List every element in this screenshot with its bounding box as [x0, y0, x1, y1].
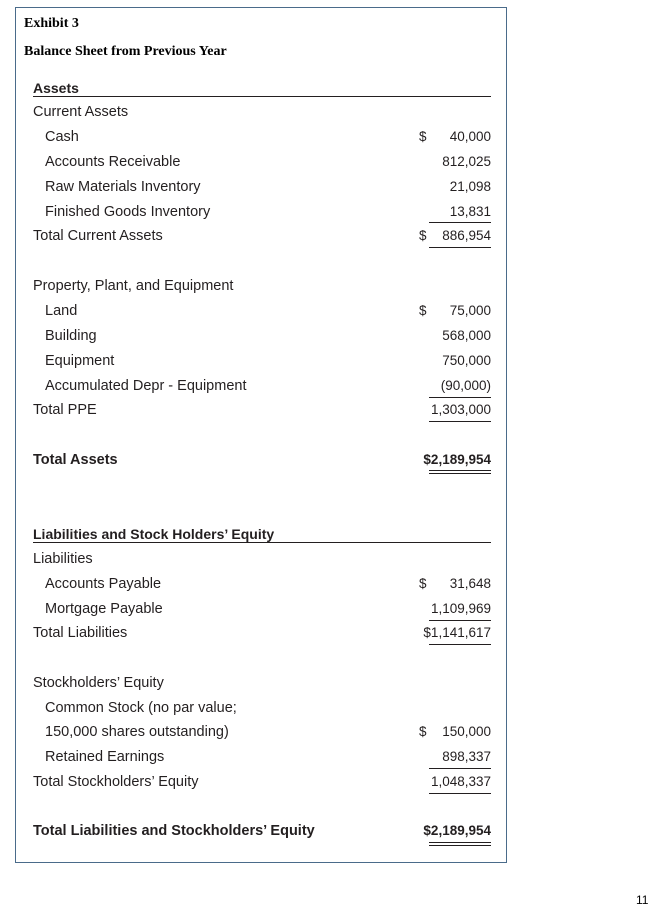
- total-equity-label: Total Stockholders’ Equity: [33, 774, 199, 790]
- ppe-heading: Property, Plant, and Equipment: [33, 278, 234, 294]
- mortgage-payable-label: Mortgage Payable: [45, 601, 163, 617]
- total-liabilities-equity-label: Total Liabilities and Stockholders’ Equity: [33, 823, 315, 839]
- cash-amount: 40,000: [449, 129, 491, 144]
- total-current-assets-currency: $: [419, 228, 427, 243]
- total-assets-row: [33, 450, 491, 470]
- total-liab-equity-double-underline-2: [429, 845, 491, 846]
- accounts-payable-label: Accounts Payable: [45, 576, 162, 592]
- cash-currency: $: [419, 129, 427, 144]
- accounts-payable-amount-cell: [419, 576, 491, 591]
- finished-goods-label: Finished Goods Inventory: [45, 204, 211, 220]
- total-liab-equity-double-underline-1: [429, 842, 491, 843]
- accumulated-depr-row: [33, 376, 491, 396]
- total-assets-label: Total Assets: [33, 452, 118, 468]
- finished-goods-amount: 13,831: [449, 204, 491, 219]
- ppe-underline: [429, 397, 491, 398]
- equipment-label: Equipment: [45, 353, 115, 369]
- current-assets-heading: Current Assets: [33, 104, 129, 120]
- total-ppe-amount: 1,303,000: [430, 402, 491, 417]
- total-ppe-underline: [429, 421, 491, 422]
- total-assets-double-underline-1: [429, 470, 491, 471]
- total-liabilities-row: [33, 623, 491, 643]
- liabilities-underline: [429, 620, 491, 621]
- liabilities-subheading: Liabilities: [33, 551, 93, 567]
- land-amount: 75,000: [449, 303, 491, 318]
- total-liabilities-label: Total Liabilities: [33, 625, 128, 641]
- accounts-receivable-row: [33, 152, 491, 172]
- retained-earnings-label: Retained Earnings: [45, 749, 165, 765]
- total-liabilities-amount: $1,141,617: [423, 625, 491, 640]
- finished-goods-row: [33, 202, 491, 222]
- balance-sheet-subtitle: Balance Sheet from Previous Year: [24, 44, 227, 59]
- land-label: Land: [45, 303, 78, 319]
- accounts-receivable-amount: 812,025: [442, 154, 491, 169]
- accounts-payable-row: [33, 574, 491, 594]
- cash-label: Cash: [45, 129, 79, 145]
- total-liabilities-underline: [429, 644, 491, 645]
- accounts-payable-amount: 31,648: [449, 576, 491, 591]
- equity-heading-row: [33, 673, 491, 693]
- retained-earnings-row: [33, 747, 491, 767]
- total-ppe-label: Total PPE: [33, 402, 97, 418]
- raw-materials-label: Raw Materials Inventory: [45, 179, 201, 195]
- land-row: [33, 301, 491, 321]
- equipment-amount: 750,000: [442, 353, 491, 368]
- accounts-payable-currency: $: [419, 576, 427, 591]
- common-stock-label: Common Stock (no par value;: [45, 700, 237, 716]
- building-amount: 568,000: [442, 328, 491, 343]
- assets-heading: Assets: [33, 80, 79, 96]
- current-assets-heading-row: [33, 102, 491, 122]
- liabilities-heading-rule: [33, 542, 491, 543]
- page-number: 11: [636, 893, 649, 907]
- shares-outstanding-label: 150,000 shares outstanding): [45, 724, 229, 740]
- ppe-heading-row: [33, 276, 491, 296]
- accumulated-depr-amount: (90,000): [440, 378, 491, 393]
- building-label: Building: [45, 328, 97, 344]
- cash-row: [33, 127, 491, 147]
- accumulated-depr-label: Accumulated Depr - Equipment: [45, 378, 247, 394]
- mortgage-payable-row: [33, 599, 491, 619]
- accounts-receivable-label: Accounts Receivable: [45, 154, 181, 170]
- total-current-assets-amount-cell: [419, 228, 491, 243]
- building-row: [33, 326, 491, 346]
- retained-earnings-amount: 898,337: [442, 749, 491, 764]
- equity-heading: Stockholders’ Equity: [33, 675, 164, 691]
- common-stock-amount-cell: [419, 724, 491, 739]
- land-amount-cell: [419, 303, 491, 318]
- total-equity-underline: [429, 793, 491, 794]
- common-stock-currency: $: [419, 724, 427, 739]
- mortgage-payable-amount: 1,109,969: [430, 601, 491, 616]
- common-stock-amount: 150,000: [442, 724, 491, 739]
- liabilities-equity-heading: Liabilities and Stock Holders’ Equity: [33, 526, 275, 542]
- cash-amount-cell: [419, 129, 491, 144]
- raw-materials-row: [33, 177, 491, 197]
- current-assets-underline: [429, 222, 491, 223]
- total-current-assets-row: [33, 226, 491, 246]
- assets-heading-rule: [33, 96, 491, 97]
- total-ppe-row: [33, 400, 491, 420]
- shares-outstanding-row: [33, 722, 491, 742]
- total-assets-double-underline-2: [429, 473, 491, 474]
- total-current-assets-underline: [429, 247, 491, 248]
- total-equity-amount: 1,048,337: [430, 774, 491, 789]
- liabilities-heading-row: [33, 524, 491, 544]
- total-current-assets-amount: 886,954: [442, 228, 491, 243]
- raw-materials-amount: 21,098: [449, 179, 491, 194]
- equipment-row: [33, 351, 491, 371]
- assets-heading-row: [33, 78, 491, 98]
- liabilities-subheading-row: [33, 549, 491, 569]
- total-equity-row: [33, 772, 491, 792]
- common-stock-row: [33, 698, 491, 718]
- total-liabilities-equity-row: [33, 821, 491, 841]
- land-currency: $: [419, 303, 427, 318]
- total-assets-amount: $2,189,954: [423, 452, 491, 467]
- exhibit-title: Exhibit 3: [24, 16, 79, 31]
- equity-underline: [429, 768, 491, 769]
- total-current-assets-label: Total Current Assets: [33, 228, 163, 244]
- total-liabilities-equity-amount: $2,189,954: [423, 823, 491, 838]
